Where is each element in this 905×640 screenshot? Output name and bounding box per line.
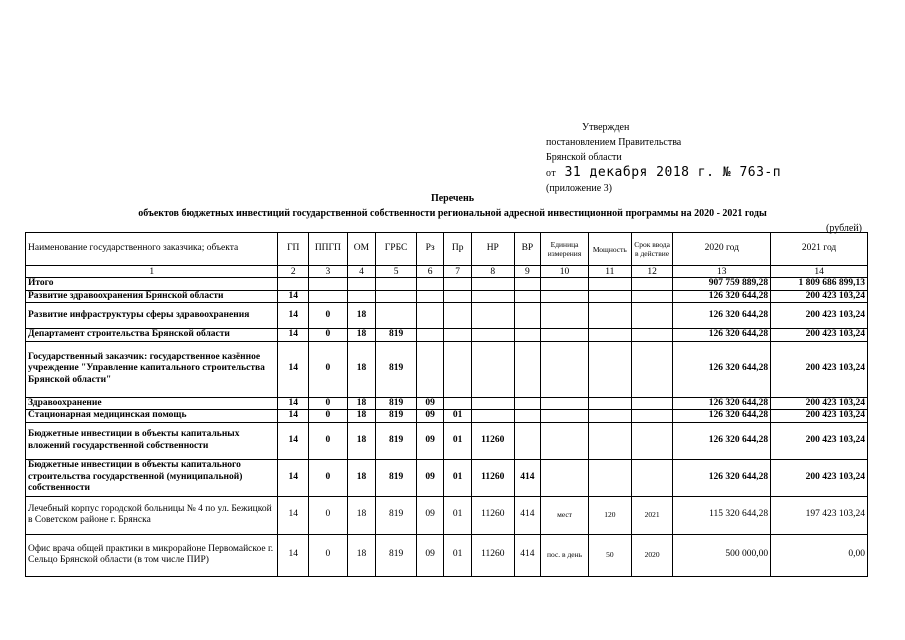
cell-term: 2020 — [631, 534, 673, 576]
cell-2021: 200 423 103,24 — [771, 290, 868, 303]
cell-ppgp: 0 — [309, 397, 348, 410]
cell-unit — [541, 459, 589, 496]
table-row — [26, 341, 868, 397]
approval-date — [546, 165, 781, 181]
cell-nr — [471, 278, 514, 291]
cell-2021: 200 423 103,24 — [771, 422, 868, 459]
cell-om: 18 — [347, 422, 376, 459]
col-number: 5 — [376, 266, 417, 278]
cell-rz — [416, 329, 443, 342]
cell-name: Лечебный корпус городской больницы № 4 по ул. Бежицкой в Советском районе г. Брянска — [26, 496, 278, 534]
cell-2020: 500 000,00 — [673, 534, 771, 576]
cell-name: Бюджетные инвестиции в объекты капитального строительства государственной (муниципальной) собственности — [26, 459, 278, 496]
cell-2020: 126 320 644,28 — [673, 397, 771, 410]
cell-om: 18 — [347, 534, 376, 576]
cell-2020: 126 320 644,28 — [673, 290, 771, 303]
cell-grbs: 819 — [376, 422, 417, 459]
header-row — [26, 233, 868, 266]
cell-unit — [541, 422, 589, 459]
cell-gp: 14 — [278, 329, 309, 342]
cell-unit — [541, 397, 589, 410]
cell-ppgp: 0 — [309, 303, 348, 329]
cell-pr: 01 — [444, 459, 471, 496]
cell-2021: 0,00 — [771, 534, 868, 576]
cell-grbs: 819 — [376, 341, 417, 397]
cell-vr — [514, 290, 540, 303]
col-number: 7 — [444, 266, 471, 278]
cell-pr — [444, 329, 471, 342]
table-row — [26, 397, 868, 410]
table-row — [26, 496, 868, 534]
cell-unit — [541, 329, 589, 342]
cell-nr — [471, 290, 514, 303]
col-number: 13 — [673, 266, 771, 278]
cell-unit: пос. в день — [541, 534, 589, 576]
cell-vr — [514, 278, 540, 291]
cell-pr: 01 — [444, 410, 471, 423]
cell-name: Итого — [26, 278, 278, 291]
cell-unit — [541, 278, 589, 291]
cell-ppgp: 0 — [309, 534, 348, 576]
cell-gp: 14 — [278, 341, 309, 397]
cell-power — [588, 422, 631, 459]
cell-2021: 197 423 103,24 — [771, 496, 868, 534]
cell-name: Бюджетные инвестиции в объекты капитальных вложений государственной собственности — [26, 422, 278, 459]
cell-power — [588, 290, 631, 303]
cell-2021: 200 423 103,24 — [771, 410, 868, 423]
cell-name: Развитие здравоохранения Брянской области — [26, 290, 278, 303]
cell-grbs — [376, 290, 417, 303]
cell-vr — [514, 410, 540, 423]
cell-ppgp: 0 — [309, 341, 348, 397]
cell-2021: 200 423 103,24 — [771, 303, 868, 329]
cell-rz: 09 — [416, 496, 443, 534]
cell-gp: 14 — [278, 422, 309, 459]
cell-om: 18 — [347, 329, 376, 342]
cell-term — [631, 397, 673, 410]
cell-gp: 14 — [278, 410, 309, 423]
cell-om: 18 — [347, 459, 376, 496]
cell-power — [588, 341, 631, 397]
cell-2021: 1 809 686 899,13 — [771, 278, 868, 291]
cell-2020: 126 320 644,28 — [673, 410, 771, 423]
cell-rz — [416, 290, 443, 303]
col-header-2020: 2020 год — [673, 233, 771, 266]
col-header-gp: ГП — [278, 233, 309, 266]
cell-om: 18 — [347, 410, 376, 423]
col-number: 2 — [278, 266, 309, 278]
table-row — [26, 329, 868, 342]
table-row — [26, 303, 868, 329]
cell-name: Стационарная медицинская помощь — [26, 410, 278, 423]
cell-om — [347, 278, 376, 291]
cell-vr — [514, 329, 540, 342]
cell-vr: 414 — [514, 496, 540, 534]
col-header-2021: 2021 год — [771, 233, 868, 266]
cell-ppgp: 0 — [309, 496, 348, 534]
col-number: 10 — [541, 266, 589, 278]
cell-pr — [444, 303, 471, 329]
approval-appendix: (приложение 3) — [546, 183, 612, 194]
cell-power — [588, 329, 631, 342]
units-label: (рублей) — [826, 223, 863, 234]
cell-om: 18 — [347, 303, 376, 329]
table-row — [26, 422, 868, 459]
cell-rz: 09 — [416, 422, 443, 459]
cell-2021: 200 423 103,24 — [771, 329, 868, 342]
cell-name: Развитие инфраструктуры сферы здравоохранения — [26, 303, 278, 329]
col-number: 8 — [471, 266, 514, 278]
cell-pr — [444, 278, 471, 291]
col-header-om: ОМ — [347, 233, 376, 266]
approval-region: Брянской области — [546, 152, 622, 163]
col-header-nr: НР — [471, 233, 514, 266]
column-number-row — [26, 266, 868, 278]
cell-nr — [471, 303, 514, 329]
cell-nr: 11260 — [471, 534, 514, 576]
col-header-term: Срок ввода в действие — [631, 233, 673, 266]
cell-2021: 200 423 103,24 — [771, 341, 868, 397]
cell-term — [631, 329, 673, 342]
cell-term — [631, 422, 673, 459]
cell-pr — [444, 290, 471, 303]
cell-gp: 14 — [278, 459, 309, 496]
cell-nr — [471, 329, 514, 342]
cell-ppgp: 0 — [309, 422, 348, 459]
cell-ppgp — [309, 290, 348, 303]
cell-2021: 200 423 103,24 — [771, 459, 868, 496]
cell-pr — [444, 341, 471, 397]
cell-gp: 14 — [278, 397, 309, 410]
approval-block — [546, 120, 781, 196]
document-title: Перечень — [430, 193, 475, 204]
cell-rz: 09 — [416, 397, 443, 410]
cell-nr — [471, 397, 514, 410]
cell-2020: 126 320 644,28 — [673, 459, 771, 496]
cell-term — [631, 410, 673, 423]
cell-term — [631, 303, 673, 329]
cell-rz: 09 — [416, 459, 443, 496]
cell-unit — [541, 303, 589, 329]
cell-grbs: 819 — [376, 397, 417, 410]
cell-rz — [416, 303, 443, 329]
cell-om — [347, 290, 376, 303]
cell-rz: 09 — [416, 410, 443, 423]
col-number: 3 — [309, 266, 348, 278]
cell-nr — [471, 410, 514, 423]
cell-rz — [416, 341, 443, 397]
cell-term — [631, 290, 673, 303]
col-number: 4 — [347, 266, 376, 278]
table-body — [26, 278, 868, 577]
cell-unit: мест — [541, 496, 589, 534]
document-subtitle: объектов бюджетных инвестиций государственной собственности региональной адресной инвестиционной программы на 2020 - 2021 годы — [138, 208, 767, 219]
cell-pr: 01 — [444, 422, 471, 459]
col-header-vr: ВР — [514, 233, 540, 266]
table-row — [26, 459, 868, 496]
cell-term: 2021 — [631, 496, 673, 534]
cell-unit — [541, 341, 589, 397]
col-header-ppgp: ППГП — [309, 233, 348, 266]
cell-nr: 11260 — [471, 496, 514, 534]
cell-rz: 09 — [416, 534, 443, 576]
cell-power: 50 — [588, 534, 631, 576]
col-number: 6 — [416, 266, 443, 278]
approval-date-number: 31 декабря 2018 г. № 763-п — [564, 165, 782, 180]
cell-power — [588, 278, 631, 291]
cell-2020: 126 320 644,28 — [673, 341, 771, 397]
investment-table — [25, 232, 868, 577]
table-row — [26, 278, 868, 291]
cell-nr: 11260 — [471, 459, 514, 496]
col-header-rz: Рз — [416, 233, 443, 266]
cell-power — [588, 459, 631, 496]
cell-grbs: 819 — [376, 410, 417, 423]
col-number: 11 — [588, 266, 631, 278]
cell-rz — [416, 278, 443, 291]
cell-ppgp: 0 — [309, 329, 348, 342]
cell-ppgp: 0 — [309, 410, 348, 423]
cell-unit — [541, 290, 589, 303]
cell-2021: 200 423 103,24 — [771, 397, 868, 410]
table-row — [26, 410, 868, 423]
cell-power — [588, 397, 631, 410]
col-header-pr: Пр — [444, 233, 471, 266]
cell-vr — [514, 341, 540, 397]
cell-pr — [444, 397, 471, 410]
cell-name: Департамент строительства Брянской области — [26, 329, 278, 342]
cell-grbs — [376, 278, 417, 291]
cell-gp: 14 — [278, 534, 309, 576]
cell-vr — [514, 303, 540, 329]
col-header-power: Мощность — [588, 233, 631, 266]
col-number: 1 — [26, 266, 278, 278]
cell-grbs: 819 — [376, 329, 417, 342]
cell-power — [588, 303, 631, 329]
cell-name: Здравоохранение — [26, 397, 278, 410]
col-header-unit: Единица измерения — [541, 233, 589, 266]
cell-vr — [514, 422, 540, 459]
col-number: 12 — [631, 266, 673, 278]
cell-2020: 126 320 644,28 — [673, 329, 771, 342]
cell-term — [631, 278, 673, 291]
cell-term — [631, 459, 673, 496]
cell-vr: 414 — [514, 534, 540, 576]
cell-name: Офис врача общей практики в микрорайоне Первомайское г. Сельцо Брянской области (в том числе ПИР) — [26, 534, 278, 576]
cell-gp: 14 — [278, 303, 309, 329]
table-row — [26, 534, 868, 576]
cell-term — [631, 341, 673, 397]
cell-pr: 01 — [444, 534, 471, 576]
cell-2020: 907 759 889,28 — [673, 278, 771, 291]
cell-power: 120 — [588, 496, 631, 534]
approval-by-decree: постановлением Правительства — [546, 137, 682, 148]
table-row — [26, 290, 868, 303]
col-number: 9 — [514, 266, 540, 278]
cell-ppgp — [309, 278, 348, 291]
cell-gp: 14 — [278, 496, 309, 534]
cell-grbs — [376, 303, 417, 329]
col-number: 14 — [771, 266, 868, 278]
approval-approved: Утвержден — [582, 122, 630, 133]
cell-om: 18 — [347, 397, 376, 410]
cell-gp: 14 — [278, 290, 309, 303]
col-header-name: Наименование государственного заказчика; объекта — [26, 233, 278, 266]
cell-nr — [471, 341, 514, 397]
col-header-grbs: ГРБС — [376, 233, 417, 266]
cell-2020: 115 320 644,28 — [673, 496, 771, 534]
cell-gp — [278, 278, 309, 291]
cell-vr: 414 — [514, 459, 540, 496]
cell-grbs: 819 — [376, 534, 417, 576]
cell-om: 18 — [347, 341, 376, 397]
approval-date-prefix: от — [546, 168, 557, 179]
cell-nr: 11260 — [471, 422, 514, 459]
cell-ppgp: 0 — [309, 459, 348, 496]
cell-vr — [514, 397, 540, 410]
cell-2020: 126 320 644,28 — [673, 303, 771, 329]
cell-om: 18 — [347, 496, 376, 534]
cell-grbs: 819 — [376, 496, 417, 534]
cell-unit — [541, 410, 589, 423]
cell-power — [588, 410, 631, 423]
cell-2020: 126 320 644,28 — [673, 422, 771, 459]
cell-pr: 01 — [444, 496, 471, 534]
cell-grbs: 819 — [376, 459, 417, 496]
cell-name: Государственный заказчик: государственное казённое учреждение "Управление капитального строительства Брянской области" — [26, 341, 278, 397]
